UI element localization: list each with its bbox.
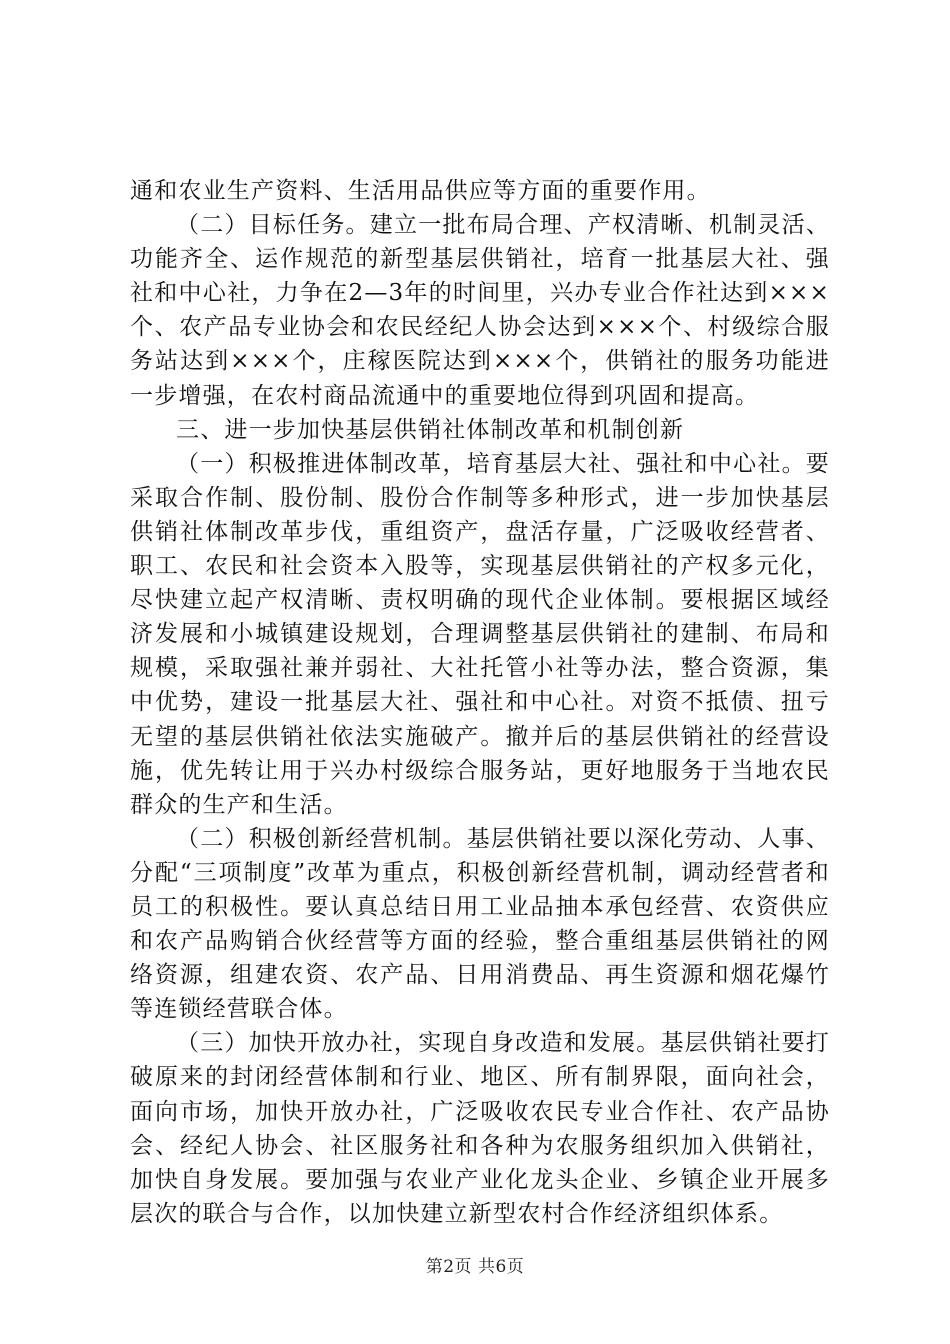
paragraph-target-tasks: （二）目标任务。建立一批布局合理、产权清晰、机制灵活、功能齐全、运作规范的新型基层供销社，培育一批基层大社、强社和中心社，力争在2—3年的时间里，兴办专业合作社达到×××个、农产品专业协会和农民经纪人协会达到×××个、村级综合服务站达到×××个，庄稼医院达到×××个，供销社的服务功能进一步增强，在农村商品流通中的重要地位得到巩固和提高。 (130, 212, 830, 409)
paragraph-continuation: 通和农业生产资料、生活用品供应等方面的重要作用。 (130, 178, 711, 204)
paragraph-operating-mechanism: （二）积极创新经营机制。基层供销社要以深化劳动、人事、分配“三项制度”改革为重点，积极创新经营机制，调动经营者和员工的积极性。要认真总结日用工业品抽本承包经营、农资供应和农产品购销合伙经营等方面的经验，整合重组基层供销社的网络资源，组建农资、农产品、日用消费品、再生资源和烟花爆竹等连锁经营联合体。 (130, 825, 830, 1023)
page-footer: 第2页 共6页 (425, 1257, 525, 1277)
paragraph-system-reform: （一）积极推进体制改革，培育基层大社、强社和中心社。要采取合作制、股份制、股份合作制等多种形式，进一步加快基层供销社体制改革步伐，重组资产，盘活存量，广泛吸收经营者、职工、农民和社会资本入股等，实现基层供销社的产权多元化，尽快建立起产权清晰、责权明确的现代企业体制。要根据区域经济发展和小城镇建设规划，合理调整基层供销社的建制、布局和规模，采取强社兼并弱社、大社托管小社等办法，整合资源，集中优势，建设一批基层大社、强社和中心社。对资不抵债、扭亏无望的基层供销社依法实施破产。撤并后的基层供销社的经营设施，优先转让用于兴办村级综合服务站，更好地服务于当地农民群众的生产和生活。 (130, 450, 830, 818)
paragraph-open-cooperative: （三）加快开放办社，实现自身改造和发展。基层供销社要打破原来的封闭经营体制和行业、地区、所有制界限，面向社会，面向市场，加快开放办社，广泛吸收农民专业合作社、农产品协会、经纪人协会、社区服务社和各种为农服务组织加入供销社，加快自身发展。要加强与农业产业化龙头企业、乡镇企业开展多层次的联合与合作，以加快建立新型农村合作经济组织体系。 (130, 1030, 830, 1227)
document-body (130, 174, 830, 1231)
section-heading-three: 三、进一步加快基层供销社体制改革和机制创新 (176, 416, 685, 443)
